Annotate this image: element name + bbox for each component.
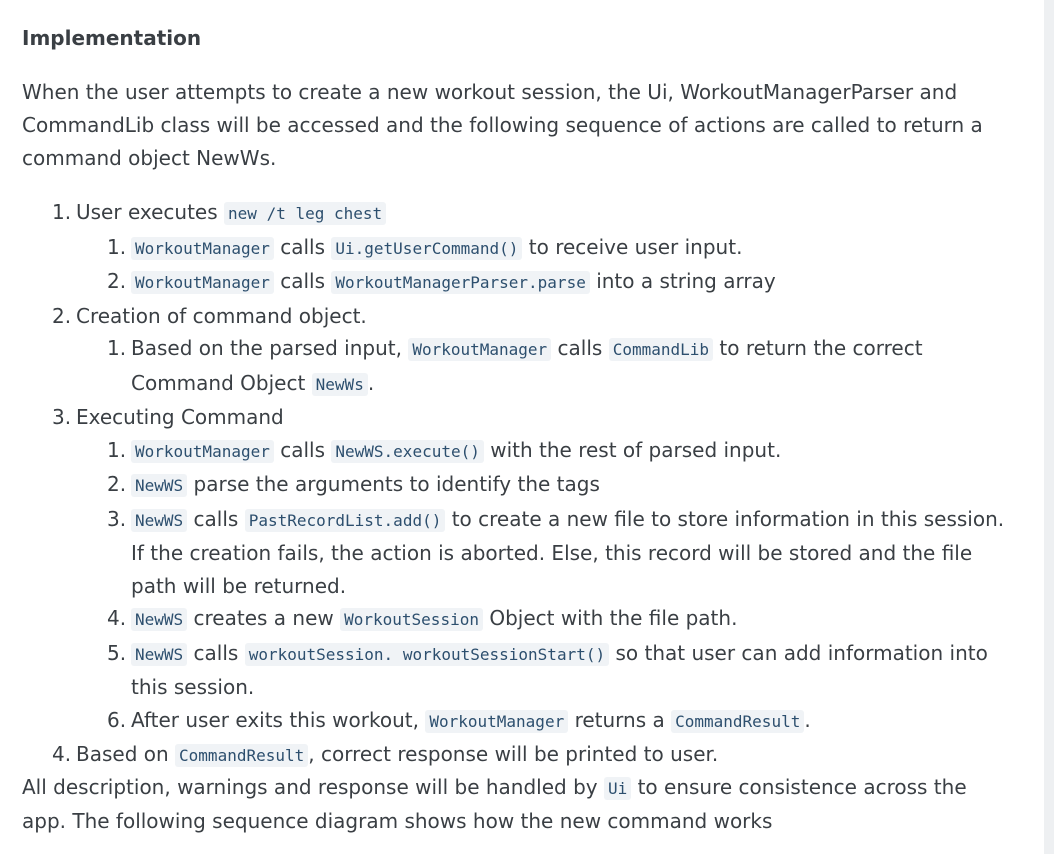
inline-code: NewWS: [131, 509, 187, 532]
list-number: 2.: [107, 472, 127, 496]
list-number: 4.: [52, 742, 72, 766]
list-item: [107, 637, 1012, 704]
list-number: 1.: [107, 437, 127, 462]
section-heading: Implementation: [22, 26, 202, 50]
list-number: 6.: [107, 707, 127, 732]
step-text: User executes: [76, 200, 218, 224]
steps-list: [52, 196, 1012, 773]
step-text: calls: [280, 437, 326, 462]
step-text: Based on the parsed input,: [131, 336, 402, 360]
list-number: 1.: [107, 336, 127, 360]
step-text: After user exits this workout,: [131, 707, 419, 732]
step-text: calls: [280, 234, 326, 259]
list-number: 2.: [52, 303, 72, 328]
list-number: 2.: [107, 269, 127, 293]
list-item: [107, 503, 1012, 603]
inline-code: CommandResult: [671, 710, 804, 733]
inline-code: NewWS.execute(): [331, 440, 484, 463]
list-item: [52, 401, 1012, 738]
list-item: [52, 300, 1012, 402]
list-item: [107, 704, 1012, 739]
inline-code: CommandLib: [609, 338, 713, 361]
inline-code: NewWS: [131, 643, 187, 666]
inline-code: workoutSession. workoutSessionStart(): [245, 643, 609, 666]
inline-code: NewWS: [131, 608, 187, 631]
list-item: [107, 265, 1012, 300]
step-text: returns a: [574, 707, 665, 732]
scrollbar-track[interactable]: [1044, 0, 1054, 854]
step-text: .: [804, 707, 811, 732]
inline-code: WorkoutManager: [131, 237, 274, 260]
step-text: to create a new file to store information in this session. If the creation fails, the action is aborted. Else, this record will be stored and the file path will be returned.: [131, 506, 1005, 598]
list-item: [52, 738, 1012, 773]
inline-code: NewWS: [131, 474, 187, 497]
step-text: calls: [557, 336, 603, 360]
step-text: to return the correct Command Object: [131, 336, 923, 395]
inline-code: WorkoutManagerParser.parse: [331, 271, 589, 294]
list-number: 1.: [107, 234, 127, 259]
list-number: 3.: [52, 405, 72, 429]
step-text: with the rest of parsed input.: [490, 437, 782, 462]
inline-code: WorkoutManager: [131, 440, 274, 463]
step-text: calls: [280, 269, 326, 293]
inline-code: NewWs: [312, 373, 368, 396]
list-number: 1.: [52, 200, 72, 224]
step-text: so that user can add information into this session.: [131, 640, 988, 699]
list-item: [107, 231, 1012, 266]
list-item: [52, 196, 1012, 300]
outro-text: to ensure consistence across the app. The following sequence diagram shows how the new command works: [22, 775, 967, 833]
outro-text: All description, warnings and response will be handled by: [22, 775, 598, 799]
step-text: Based on: [76, 742, 169, 766]
inline-code: WorkoutSession: [340, 608, 483, 631]
step-text: Creation of command object.: [76, 303, 367, 328]
step-text: calls: [193, 506, 239, 531]
step-text: , correct response will be printed to user.: [308, 742, 719, 766]
inline-code: WorkoutManager: [425, 710, 568, 733]
list-item: [107, 602, 1012, 637]
inline-code: PastRecordList.add(): [245, 509, 446, 532]
list-number: 5.: [107, 640, 127, 665]
step-text: Object with the file path.: [489, 606, 738, 630]
inline-code: WorkoutManager: [131, 271, 274, 294]
step-text: creates a new: [193, 606, 334, 630]
outro-paragraph: [22, 771, 1002, 838]
step-text: into a string array: [596, 269, 776, 293]
step-text: parse the arguments to identify the tags: [193, 472, 600, 496]
inline-code: new /t leg chest: [224, 202, 386, 225]
list-number: 3.: [107, 506, 127, 531]
list-item: [107, 332, 1012, 401]
intro-paragraph: When the user attempts to create a new workout session, the Ui, WorkoutManagerParser and CommandLib class will be accessed and the following sequence of actions are called to return a command object NewWs.: [22, 80, 983, 170]
step-text: to receive user input.: [528, 234, 743, 259]
list-number: 4.: [107, 606, 127, 630]
inline-code: Ui: [604, 777, 631, 800]
inline-code: CommandResult: [175, 744, 308, 767]
inline-code: Ui.getUserCommand(): [331, 237, 522, 260]
list-item: [107, 468, 1012, 503]
inline-code: WorkoutManager: [408, 338, 551, 361]
step-text: .: [367, 370, 375, 395]
step-text: calls: [193, 640, 239, 665]
list-item: [107, 434, 1012, 469]
step-text: Executing Command: [76, 405, 284, 429]
